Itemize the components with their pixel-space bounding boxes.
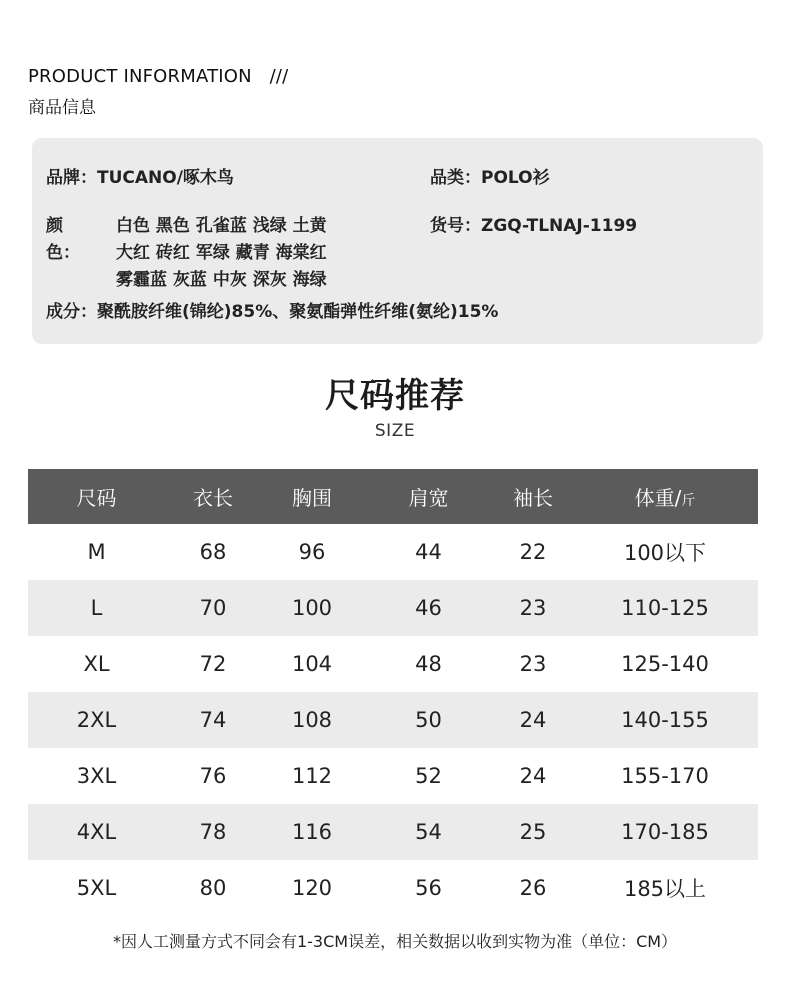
section-title-cn: 商品信息 <box>28 98 96 118</box>
brand-value: TUCANO/啄木鸟 <box>97 168 234 188</box>
cell-length: 74 <box>199 708 227 732</box>
cell-chest: 108 <box>291 708 333 732</box>
table-header <box>28 469 758 524</box>
cell-size: 4XL <box>76 820 117 844</box>
cell-chest: 116 <box>291 820 333 844</box>
category-label: 品类： <box>430 168 481 188</box>
cell-weight: 110-125 <box>621 596 709 620</box>
measurement-footnote: *因人工测量方式不同会有1-3CM误差，相关数据以收到实物为准（单位：CM） <box>112 932 678 951</box>
sku-row <box>430 213 637 240</box>
cell-sleeve: 25 <box>519 820 547 844</box>
cell-size: L <box>90 596 103 620</box>
category-row <box>430 163 550 188</box>
cell-shoulder: 56 <box>415 876 442 900</box>
cell-length: 72 <box>199 652 227 676</box>
cell-shoulder: 50 <box>415 708 442 732</box>
cell-sleeve: 22 <box>519 540 547 564</box>
cell-chest: 100 <box>291 596 333 620</box>
cell-length: 76 <box>199 764 227 788</box>
sku-label: 货号： <box>430 216 481 236</box>
cell-sleeve: 24 <box>519 708 547 732</box>
color-line: 雾霾蓝 灰蓝 中灰 深灰 海绿 <box>116 270 327 290</box>
color-line: 大红 砖红 军绿 藏青 海棠红 <box>116 243 327 263</box>
cell-shoulder: 46 <box>415 596 442 620</box>
sku-value: ZGQ-TLNAJ-1199 <box>481 216 638 236</box>
table-row <box>28 804 758 860</box>
cell-weight: 140-155 <box>621 708 709 732</box>
header-chest: 胸围 <box>292 486 332 510</box>
cell-chest: 96 <box>298 540 326 564</box>
header-shoulder: 肩宽 <box>408 486 449 510</box>
table-row <box>28 860 758 916</box>
category-value: POLO衫 <box>481 168 550 188</box>
cell-weight: 125-140 <box>621 652 709 676</box>
header-weight-label: 体重/ <box>634 486 682 510</box>
cell-shoulder: 48 <box>415 652 442 676</box>
table-row <box>28 636 758 692</box>
cell-chest: 104 <box>291 652 333 676</box>
cell-chest: 120 <box>291 876 333 900</box>
cell-length: 68 <box>199 540 227 564</box>
material-label: 成分： <box>46 302 97 322</box>
material-value: 聚酰胺纤维(锦纶)85%、聚氨酯弹性纤维(氨纶)15% <box>97 302 499 322</box>
cell-weight: 100以下 <box>623 541 707 565</box>
cell-length: 70 <box>199 596 227 620</box>
table-row <box>28 524 758 580</box>
cell-shoulder: 44 <box>415 540 442 564</box>
cell-length: 80 <box>199 876 227 900</box>
cell-weight: 155-170 <box>621 764 709 788</box>
section-title-en: PRODUCT INFORMATION /// <box>28 66 289 87</box>
cell-sleeve: 23 <box>519 652 547 676</box>
size-section-subtitle: SIZE <box>374 421 416 441</box>
cell-chest: 112 <box>291 764 333 788</box>
size-table <box>28 469 758 916</box>
size-section-title: 尺码推荐 <box>325 376 465 416</box>
cell-length: 78 <box>199 820 227 844</box>
table-row <box>28 580 758 636</box>
cell-size: M <box>87 540 106 564</box>
cell-weight: 185以上 <box>623 877 707 901</box>
header-weight-unit: 斤 <box>681 493 696 509</box>
header-weight <box>572 482 758 511</box>
table-row <box>28 748 758 804</box>
color-label: 颜色： <box>46 216 80 263</box>
cell-size: 3XL <box>76 764 117 788</box>
header-length: 衣长 <box>193 486 233 510</box>
cell-sleeve: 26 <box>519 876 547 900</box>
color-values <box>116 213 327 294</box>
product-info-panel <box>32 138 763 344</box>
cell-weight: 170-185 <box>621 820 709 844</box>
cell-size: 5XL <box>76 876 117 900</box>
material-row <box>46 297 498 322</box>
header-size: 尺码 <box>76 486 117 510</box>
cell-shoulder: 54 <box>415 820 442 844</box>
cell-sleeve: 23 <box>519 596 547 620</box>
brand-row <box>46 163 234 188</box>
color-line: 白色 黑色 孔雀蓝 浅绿 土黄 <box>116 216 327 236</box>
cell-sleeve: 24 <box>519 764 547 788</box>
cell-size: 2XL <box>76 708 117 732</box>
brand-label: 品牌： <box>46 168 97 188</box>
cell-size: XL <box>83 652 110 676</box>
header-sleeve: 袖长 <box>513 486 553 510</box>
table-row <box>28 692 758 748</box>
cell-shoulder: 52 <box>415 764 442 788</box>
